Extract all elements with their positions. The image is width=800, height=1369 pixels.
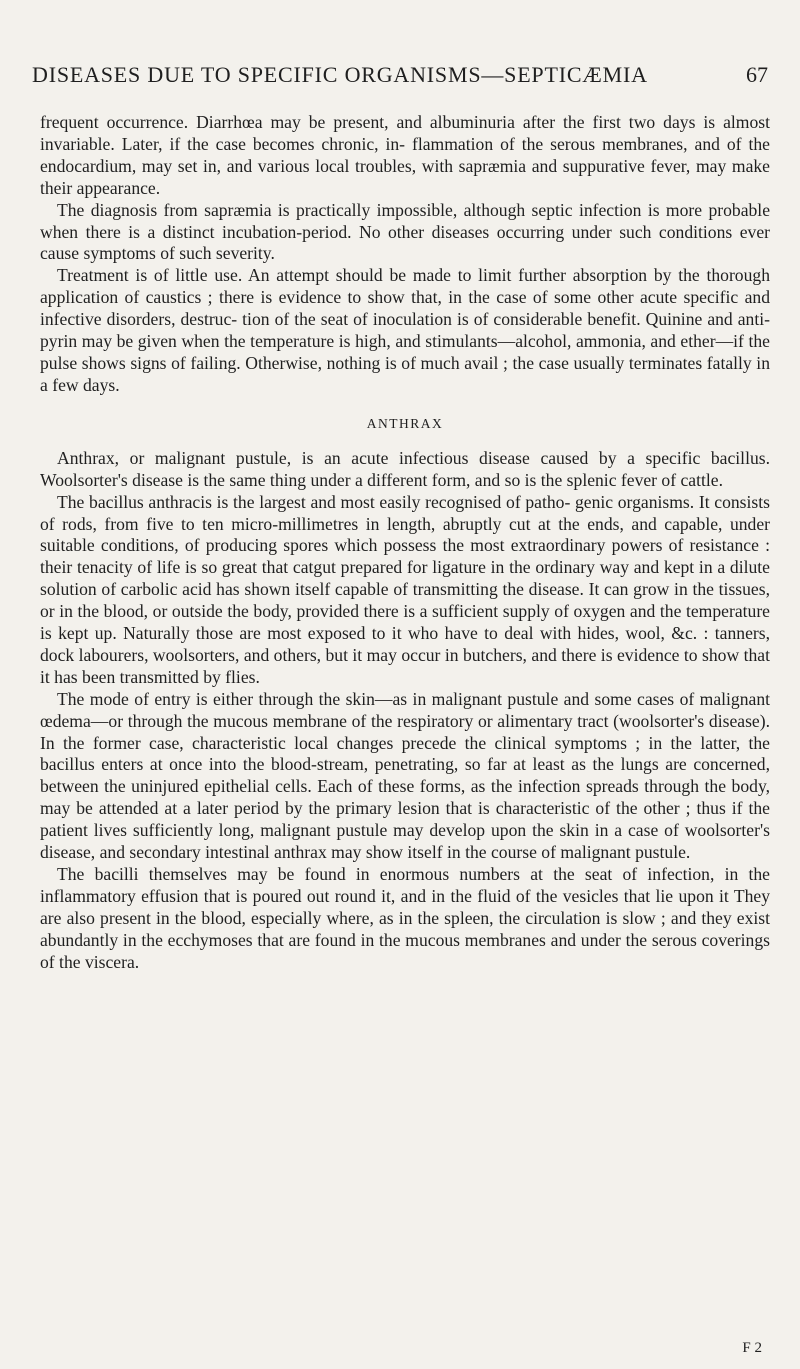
paragraph-diagnosis: The diagnosis from sapræmia is practically impossible, although septic infection is more probable when there is a distinct incubation-period. No other diseases occurring under such conditions ever cause symptoms of such severity.: [40, 199, 770, 264]
paragraph-treatment: Treatment is of little use. An attempt should be made to limit further absorption by the thorough application of caustics ; there is evidence to show that, in the case of some other acute specific and infective disorders, destruc- tion of the seat of inoculation is of considerable benefit. Quinine and anti- pyrin may be given when the temperature is high, and stimulants—alcohol, ammonia, and ether—if the pulse shows signs of failing. Otherwise, nothing is of much avail ; the case usually terminates fatally in a few days.: [40, 265, 770, 395]
page-number: 67: [746, 62, 768, 87]
paragraph-bacilli-distribution: The bacilli themselves may be found in enormous numbers at the seat of infection, in the inflammatory effusion that is poured out round it, and in the fluid of the vesicles that lie upon it They are also present in the blood, especially where, as in the spleen, the circulation is slow ; and they exist abundantly in the ecchymoses that are found in the mucous membranes and under the serous coverings of the viscera.: [40, 864, 770, 972]
running-head: [32, 62, 768, 92]
paragraph-mode-of-entry: The mode of entry is either through the skin—as in malignant pustule and some cases of malignant œdema—or through the mucous membrane of the respiratory or alimentary tract (woolsorter's disease). In the former case, characteristic local changes precede the clinical symptoms ; in the latter, the bacillus enters at once into the blood-stream, penetrating, so far at least as the lungs are concerned, between the uninjured epithelial cells. Each of these forms, as the infection spreads through the body, may be attended at a later period by the primary lesion that is characteristic of the other ; thus if the patient lives sufficiently long, malignant pustule may develop upon the skin in a case of woolsorter's disease, and secondary intestinal anthrax may show itself in the course of malignant pustule.: [40, 688, 770, 863]
paragraph-continuation: frequent occurrence. Diarrhœa may be present, and albuminuria after the first two days is almost invariable. Later, if the case becomes chronic, in- flammation of the serous membranes, and of the endocardium, may set in, and various local troubles, with sapræmia and suppurative fever, may make their appearance.: [40, 112, 770, 198]
running-title: DISEASES DUE TO SPECIFIC ORGANISMS—SEPTICÆMIA: [32, 62, 648, 87]
signature-mark: F 2: [742, 1340, 762, 1356]
section-heading-anthrax: ANTHRAX: [366, 415, 444, 431]
body-text: [40, 112, 770, 974]
paragraph-anthrax-intro: Anthrax, or malignant pustule, is an acute infectious disease caused by a specific bacillus. Woolsorter's disease is the same thing under a different form, and so is the splenic fever of cattle.: [40, 447, 770, 490]
paragraph-bacillus: The bacillus anthracis is the largest and most easily recognised of patho- genic organisms. It consists of rods, from five to ten micro-millimetres in length, abruptly cut at the ends, and capable, under suitable conditions, of producing spores which possess the most extraordinary powers of resistance : their tenacity of life is so great that catgut prepared for ligature in the ordinary way and kept in a dilute solution of carbolic acid has shown itself capable of transmitting the disease. It can grow in the tissues, or in the blood, or outside the body, provided there is a sufficient supply of oxygen and the temperature is kept up. Naturally those are most exposed to it who have to deal with hides, wool, &c. : tanners, dock labourers, woolsorters, and others, but it may occur in butchers, and there is evidence to show that it has been transmitted by flies.: [40, 491, 770, 687]
